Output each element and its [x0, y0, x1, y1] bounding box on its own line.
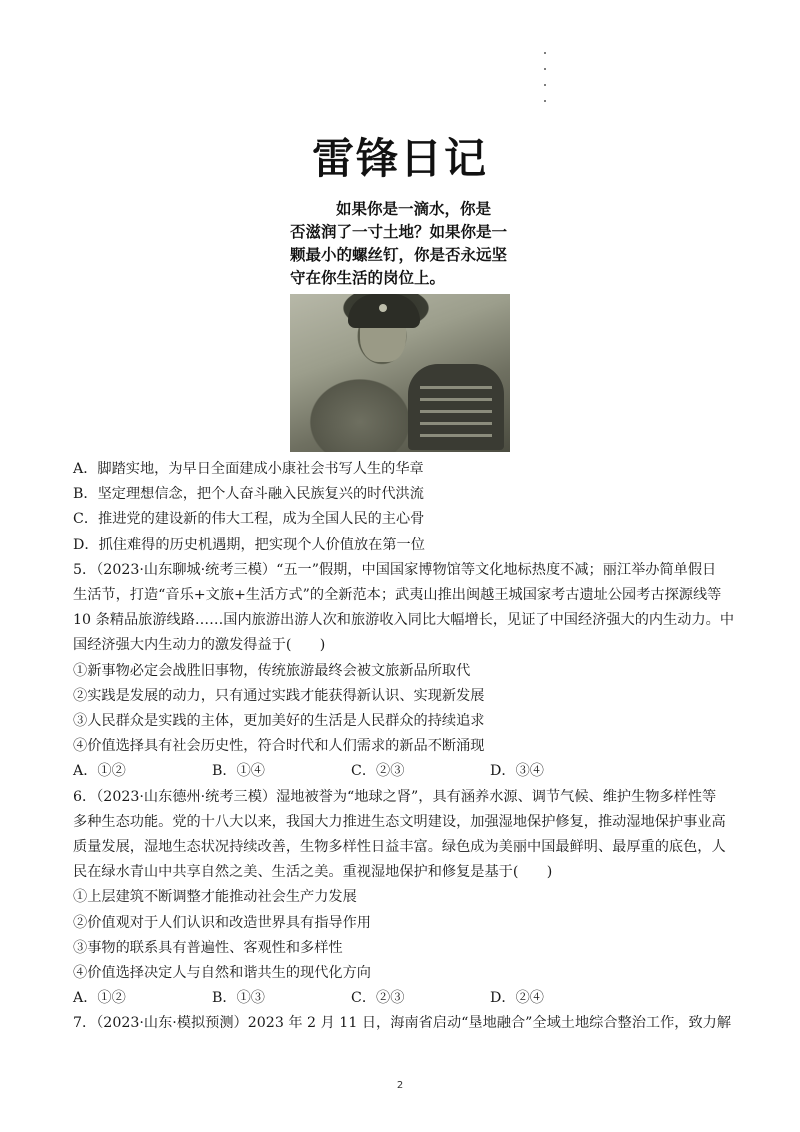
q6-stem-line: 质量发展，湿地生态状况持续改善，生物多样性日益丰富。绿色成为美丽中国最鲜明、最厚重的底色，人 — [73, 839, 726, 856]
quote-line: 如果你是一滴水，你是 — [336, 200, 492, 218]
q6-choice-a: A．①② — [73, 990, 126, 1007]
q6-stem-line: 6．（2023·山东德州·统考三模）湿地被誉为“地球之肾”，具有涵养水源、调节气候、维护生物多样性等 — [73, 788, 717, 805]
photo-truck-grille — [408, 364, 504, 450]
q4-option: C．推进党的建设新的伟大工程，成为全国人民的主心骨 — [73, 511, 425, 528]
q4-option: A．脚踏实地，为早日全面建成小康社会书写人生的华章 — [73, 461, 424, 477]
diary-quote — [290, 198, 520, 290]
quote-line: 否滋润了一寸土地？如果你是一 — [290, 223, 508, 241]
q5-statement: ①新事物必定会战胜旧事物，传统旅游最终会被文旅新品所取代 — [73, 662, 471, 679]
q6-choices — [73, 986, 733, 1011]
quote-line: 颗最小的螺丝钉，你是否永远坚 — [290, 246, 508, 264]
q5-choice-c: C．②③ — [351, 763, 405, 780]
lei-feng-photo — [290, 294, 510, 452]
q7-stem-line: 7．（2023·山东·模拟预测）2023 年 2 月 11 日，海南省启动“垦地融合”全域土地综合整治工作，致力解 — [73, 1015, 732, 1032]
page-title: 雷锋日记 — [311, 134, 488, 183]
q5-stem-line: 生活节，打造“音乐+文旅+生活方式”的全新范本；武夷山推出闽越王城国家考古遗址公园考古探源线等 — [73, 587, 722, 604]
q5-stem-line: 5．（2023·山东聊城·统考三模）“五一”假期，中国国家博物馆等文化地标热度不减；丽江举办简单假日 — [73, 561, 717, 578]
q6-statement: ③事物的联系具有普遍性、客观性和多样性 — [73, 939, 343, 956]
q4-option: B．坚定理想信念，把个人奋斗融入民族复兴的时代洪流 — [73, 486, 424, 503]
q5-statement: ③人民群众是实践的主体，更加美好的生活是人民群众的持续追求 — [73, 713, 485, 730]
q6-stem-line: 民在绿水青山中共享自然之美、生活之美。重视湿地保护和修复是基于( ) — [73, 864, 553, 881]
q6-statement: ④价值选择决定人与自然和谐共生的现代化方向 — [73, 965, 371, 982]
q5-choice-a: A．①② — [73, 763, 126, 780]
question-body — [73, 457, 733, 1037]
cap-badge — [379, 304, 387, 312]
q4-option: D．抓住难得的历史机遇期，把实现个人价值放在第一位 — [73, 536, 425, 553]
margin-dots — [542, 52, 548, 116]
quote-line: 守在你生活的岗位上。 — [290, 269, 446, 287]
q5-choice-d: D．③④ — [490, 763, 544, 780]
q5-choices — [73, 759, 733, 784]
q5-stem-line: 10 条精品旅游线路……国内旅游出游人次和旅游收入同比大幅增长，见证了中国经济强大的内生动力。中 — [73, 612, 735, 629]
q5-statement: ④价值选择具有社会历史性，符合时代和人们需求的新品不断涌现 — [73, 738, 485, 755]
q6-statement: ①上层建筑不断调整才能推动社会生产力发展 — [73, 889, 357, 906]
q6-choice-c: C．②③ — [351, 990, 405, 1007]
q6-choice-b: B．①③ — [212, 990, 265, 1007]
q5-statement: ②实践是发展的动力，只有通过实践才能获得新认识、实现新发展 — [73, 687, 485, 704]
page-number: 2 — [396, 1080, 404, 1091]
q5-stem-line: 国经济强大内生动力的激发得益于( ) — [73, 637, 326, 654]
q6-choice-d: D．②④ — [490, 990, 544, 1007]
q6-statement: ②价值观对于人们认识和改造世界具有指导作用 — [73, 914, 371, 931]
q5-choice-b: B．①④ — [212, 763, 265, 780]
q6-stem-line: 多种生态功能。党的十八大以来，我国大力推进生态文明建设，加强湿地保护修复，推动湿地保护事业高 — [73, 813, 726, 830]
